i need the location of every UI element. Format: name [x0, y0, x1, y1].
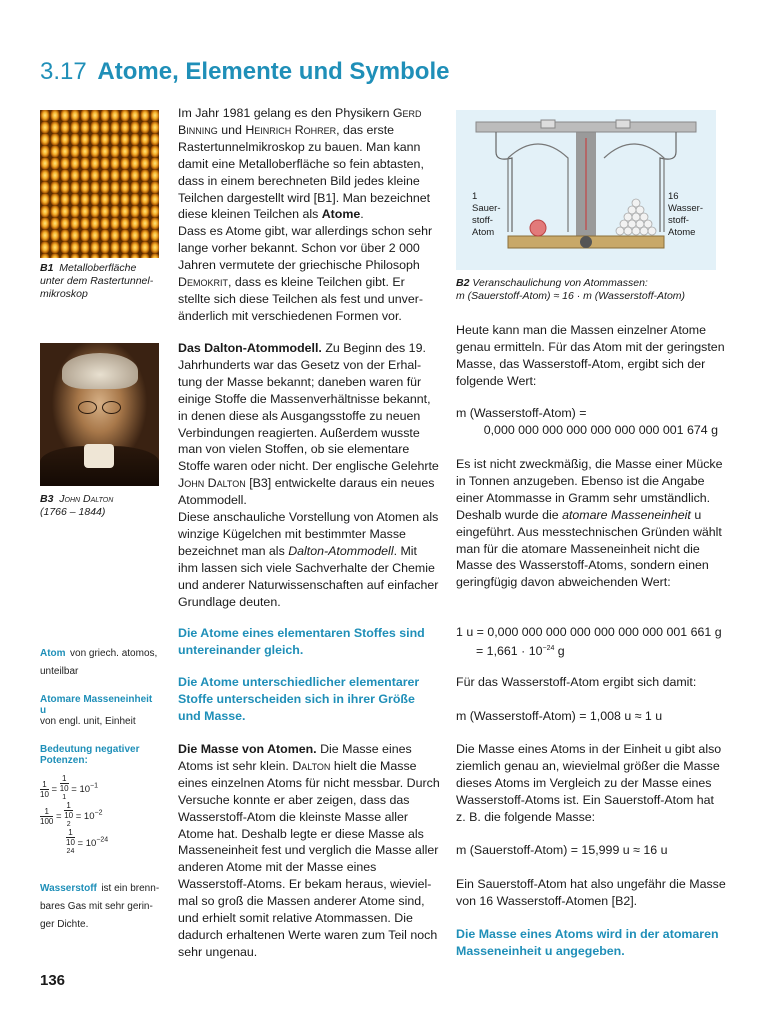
mass-section: Die Masse von Atomen. Die Masse eines Atoms ist sehr klein. Dalton hielt die Masse eines einzelnen Atoms für nicht messbar. Durch Versuche konnte er aber zeigen, dass das Wasserstoff-Atom die kleinste Masse aller Atome hat. Deshalb legte er diese Masse als Masseneinheit fest und verglich die Masse aller anderen Atome mit der Masse eines Wasserstoff-Atoms. Er bekam heraus, wievielmal so groß die Massen anderer Atome sind, und erhielt somit relative Atommassen. Die dadurch erhaltenen Werte waren zum Teil noch sehr ungenau. — [178, 742, 440, 959]
equation-hydrogen-gram: m (Wasserstoff-Atom) = 0,000 000 000 000 000 000 000 001 674 g — [456, 406, 718, 437]
rule-3: Die Masse eines Atoms wird in der atomaren Masseneinheit u angegeben. — [456, 927, 719, 958]
page-title — [40, 58, 449, 86]
section-title: Atome, Elemente und Symbole — [97, 58, 450, 85]
equation-u: 1 u = 0,000 000 000 000 000 000 000 001 661 g = $1,661 \cdot 10^{-24}$ g — [456, 625, 722, 659]
right-para-4: Die Masse eines Atoms in der Einheit u gibt also ziemlich genau an, wievielmal größer die Masse dieses Atoms im Vergleich zu der Masse eines Wasserstoff-Atoms ist. Ein Sauerstoff-Atom hat z. B. die folgende Masse: — [456, 742, 722, 824]
right-para-5: Ein Sauerstoff-Atom hat also ungefähr die Masse von 16 Wasserstoff-Atomen [B2]. — [456, 877, 726, 908]
metal-surface-image — [40, 110, 159, 258]
powers-list — [40, 774, 170, 855]
note-powers-title: Bedeutung negativer Potenzen: — [40, 744, 140, 766]
rule-1: Die Atome eines elementaren Stoffes sind untereinander gleich. — [178, 626, 425, 657]
balance-illustration — [456, 110, 716, 270]
equation-hydrogen-u: m (Wasserstoff-Atom) = 1,008 u ≈ 1 u — [456, 709, 663, 723]
dalton-section: Das Dalton-Atommodell. Zu Beginn des 19. Jahrhunderts war das Gesetz von der Erhaltung der Masse bekannt; daneben waren für einige Stoffe die Massenverhältnisse bekannt, in denen diese als Ausgangsstoffe zu neuen Verbindungen reagierten. Außerdem wusste man von vielen Stoffen, ob sie elementare Stoffe waren oder nicht. Der englische Gelehrte John Dalton [B3] entwickelte daraus ein neues Atommodell. Diese anschauliche Vorstellung von Atomen als winzige Kügelchen mit bestimmter Masse bezeichnet man als Dalton-Atommodell. Mit ihm lassen sich viele Sachverhalte der Chemie und anderer Naturwissenschaften auf einfacher Grundlage deuten. — [178, 341, 439, 609]
mass-heading: Die Masse von Atomen. — [178, 742, 317, 756]
section-number: 3.17 — [40, 58, 87, 85]
balance-drawing — [456, 110, 716, 270]
power-row: $\frac{1}{10}$ = 1 10 $^1$ = $10^{-1}$ — [40, 774, 99, 801]
power-row: $\frac{1}{100}$ = 1 10 $^2$ = $10^{-2}$ — [40, 801, 103, 828]
power-row: 1 10 $^{24}$ = $10^{-24}$ — [66, 828, 109, 855]
figure-b2-caption: B2 Veranschaulichung von Atommassen: m (Sauerstoff-Atom) ≈ 16 · m (Wasserstoff-Atom) — [456, 277, 686, 302]
dalton-heading: Das Dalton-Atommodell. — [178, 341, 322, 355]
note-atom: Atom von griech. atomos, unteilbar — [40, 648, 158, 677]
figure-b1-caption: B1 Metalloberfläche unter dem Rastertunnelmikroskop — [40, 262, 154, 300]
page-number: 136 — [40, 972, 66, 989]
right-para-2: Es ist nicht zweckmäßig, die Masse einer Mücke in Tonnen anzugeben. Ebenso ist die Angabe einer Atommasse in Gramm sehr umständlich. Deshalb wurde die atomare Masseneinheit u eingeführt. Aus messtechnischen Gründen wählt man für die atomare Masseneinheit nicht die Masse des Wasserstoff-Atoms, sondern einen geringfügig davon abweichenden Wert: — [456, 457, 723, 590]
dalton-portrait-image — [40, 343, 159, 486]
balance-right-label: 16 Wasser- stoff- Atome — [668, 191, 704, 238]
intro-text: Im Jahr 1981 gelang es den Physikern Gerd Binning und Heinrich Rohrer, das erste Rastertunnelmikroskop zu bauen. Man kann damit eine Metalloberfläche so fein abtasten, dass in einem berechneten Bild jedes kleine Teilchen dargestellt wird [B1]. Man bezeichnet diese kleinen Teilchen als Atome. Dass es Atome gibt, war allerdings schon sehr lange vorher bekannt. Schon vor über 2 000 Jahren vermutete der griechische Philosoph Demokrit, dass es kleine Teilchen gibt. Er stellte sich diese Teilchen als fest und unveränderlich mit verschiedenen Formen vor. — [178, 106, 433, 323]
rule-2: Die Atome unterschiedlicher elementarer Stoffe unterscheiden sich in ihrer Größe und Masse. — [178, 675, 420, 723]
balance-left-label: 1 Sauer- stoff- Atom — [472, 191, 501, 238]
equation-oxygen-u: m (Sauerstoff-Atom) = 15,999 u ≈ 16 u — [456, 843, 668, 857]
note-hydrogen: Wasserstoff ist ein brennbares Gas mit sehr geringer Dichte. — [40, 883, 160, 930]
note-unit: Atomare Masseneinheit u von engl. unit, Einheit — [40, 694, 153, 727]
right-para-1: Heute kann man die Massen einzelner Atome genau ermitteln. Für das Atom mit der geringsten Masse, das Wasserstoff-Atom, ergibt sich der folgende Wert: — [456, 323, 725, 388]
figure-b3-caption: B3 John Dalton (1766 – 1844) — [40, 493, 114, 518]
right-para-3: Für das Wasserstoff-Atom ergibt sich damit: — [456, 675, 697, 689]
